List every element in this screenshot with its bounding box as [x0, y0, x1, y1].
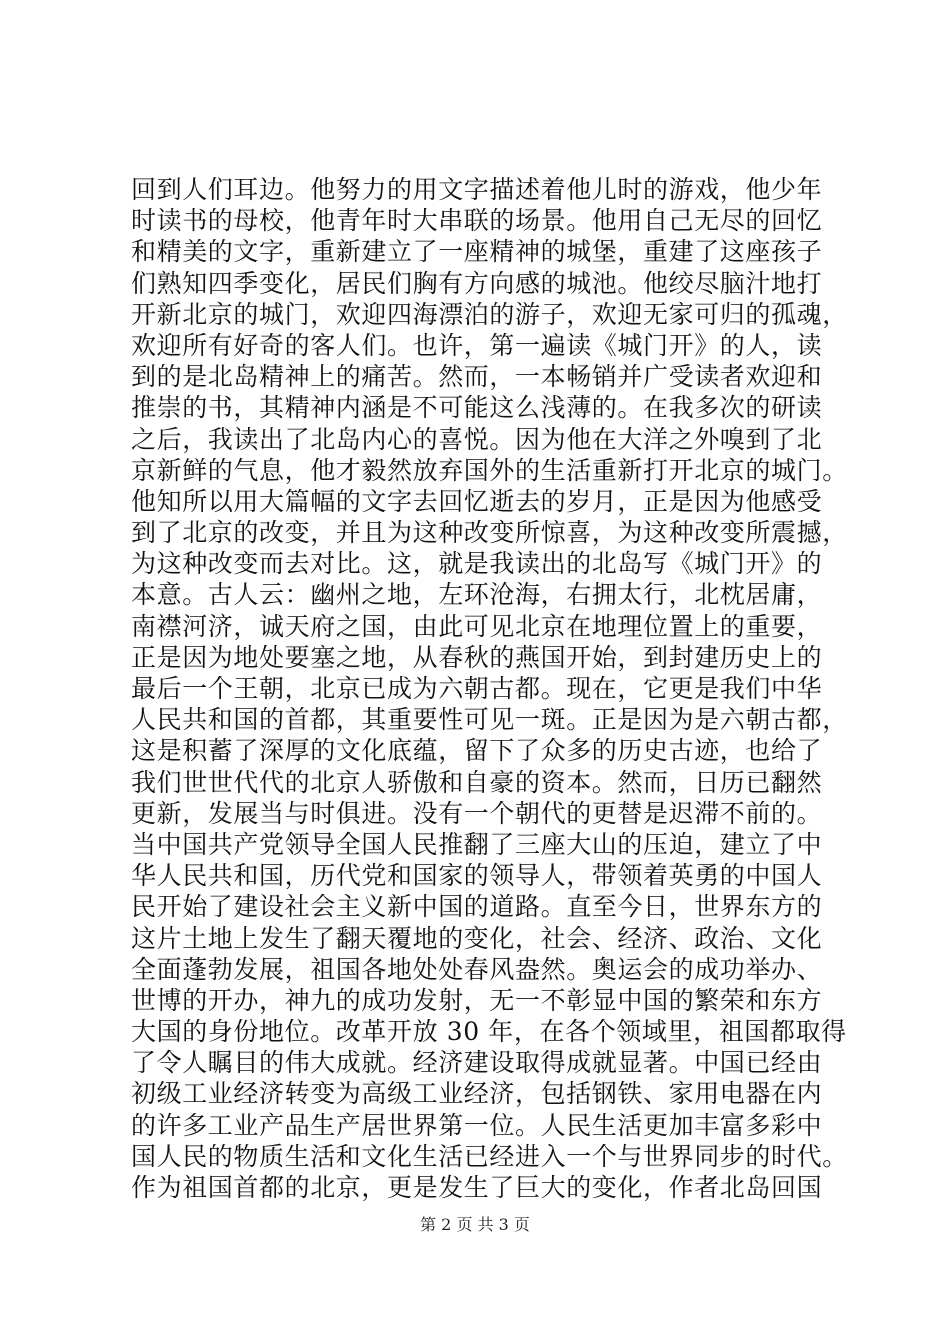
- text-line: 世博的开办，神九的成功发射，无一不彰显中国的繁荣和东方: [131, 985, 823, 1015]
- text-line: 到的是北岛精神上的痛苦。然而，一本畅销并广受读者欢迎和: [131, 362, 823, 392]
- body-paragraph: [131, 174, 848, 1203]
- text-line: 之后，我读出了北岛内心的喜悦。因为他在大洋之外嗅到了北: [131, 424, 823, 454]
- text-line: 正是因为地处要塞之地，从春秋的燕国开始，到封建历史上的: [131, 642, 823, 672]
- text-line: 了令人瞩目的伟大成就。经济建设取得成就显著。中国已经由: [131, 1048, 823, 1078]
- text-line: 们熟知四季变化，居民们胸有方向感的城池。他绞尽脑汁地打: [131, 268, 823, 298]
- text-line: 这片土地上发生了翻天覆地的变化，社会、经济、政治、文化: [131, 923, 823, 953]
- text-line: 南襟河济，诚天府之国，由此可见北京在地理位置上的重要，: [131, 611, 823, 641]
- text-line: 当中国共产党领导全国人民推翻了三座大山的压迫，建立了中: [131, 829, 823, 859]
- text-line: 他知所以用大篇幅的文字去回忆逝去的岁月，正是因为他感受: [131, 486, 823, 516]
- text-line: 民开始了建设社会主义新中国的道路。直至今日，世界东方的: [131, 892, 823, 922]
- text-line: 我们世世代代的北京人骄傲和自豪的资本。然而，日历已翻然: [131, 767, 823, 797]
- text-line: 时读书的母校，他青年时大串联的场景。他用自己无尽的回忆: [131, 206, 823, 236]
- text-line: 华人民共和国，历代党和国家的领导人，带领着英勇的中国人: [131, 861, 823, 891]
- text-line: 国人民的物质生活和文化生活已经进入一个与世界同步的时代。: [131, 1141, 848, 1171]
- text-line: 开新北京的城门，欢迎四海漂泊的游子，欢迎无家可归的孤魂，: [131, 299, 848, 329]
- text-line: 更新，发展当与时俱进。没有一个朝代的更替是迟滞不前的。: [131, 798, 823, 828]
- text-line: 到了北京的改变，并且为这种改变所惊喜，为这种改变所震撼，: [131, 518, 848, 548]
- text-line: 推崇的书，其精神内涵是不可能这么浅薄的。在我多次的研读: [131, 393, 823, 423]
- text-line: 欢迎所有好奇的客人们。也许，第一遍读《城门开》的人，读: [131, 330, 823, 360]
- text-line: 这是积蓄了深厚的文化底蕴，留下了众多的历史古迹，也给了: [131, 736, 823, 766]
- text-line: 全面蓬勃发展，祖国各地处处春风盎然。奥运会的成功举办、: [131, 954, 823, 984]
- text-line: 回到人们耳边。他努力的用文字描述着他儿时的游戏，他少年: [131, 175, 823, 204]
- text-line: 作为祖国首都的北京，更是发生了巨大的变化，作者北岛回国: [131, 1173, 823, 1202]
- text-line: 最后一个王朝，北京已成为六朝古都。现在，它更是我们中华: [131, 674, 823, 703]
- text-line: 初级工业经济转变为高级工业经济，包括钢铁、家用电器在内: [131, 1079, 823, 1109]
- text-line: 和精美的文字，重新建立了一座精神的城堡，重建了这座孩子: [131, 237, 823, 267]
- text-line: 京新鲜的气息，他才毅然放弃国外的生活重新打开北京的城门。: [131, 455, 848, 485]
- text-line: 为这种改变而去对比。这，就是我读出的北岛写《城门开》的: [131, 549, 823, 579]
- text-line: 本意。古人云：幽州之地，左环沧海，右拥太行，北枕居庸，: [131, 580, 823, 610]
- text-line: 人民共和国的首都，其重要性可见一斑。正是因为是六朝古都，: [131, 705, 848, 735]
- text-line: 大国的身份地位。改革开放 30 年，在各个领域里，祖国都取得: [131, 1017, 847, 1047]
- page-number-footer: 第 2 页 共 3 页: [420, 1215, 530, 1234]
- text-line: 的许多工业产品生产居世界第一位。人民生活更加丰富多彩中: [131, 1110, 823, 1140]
